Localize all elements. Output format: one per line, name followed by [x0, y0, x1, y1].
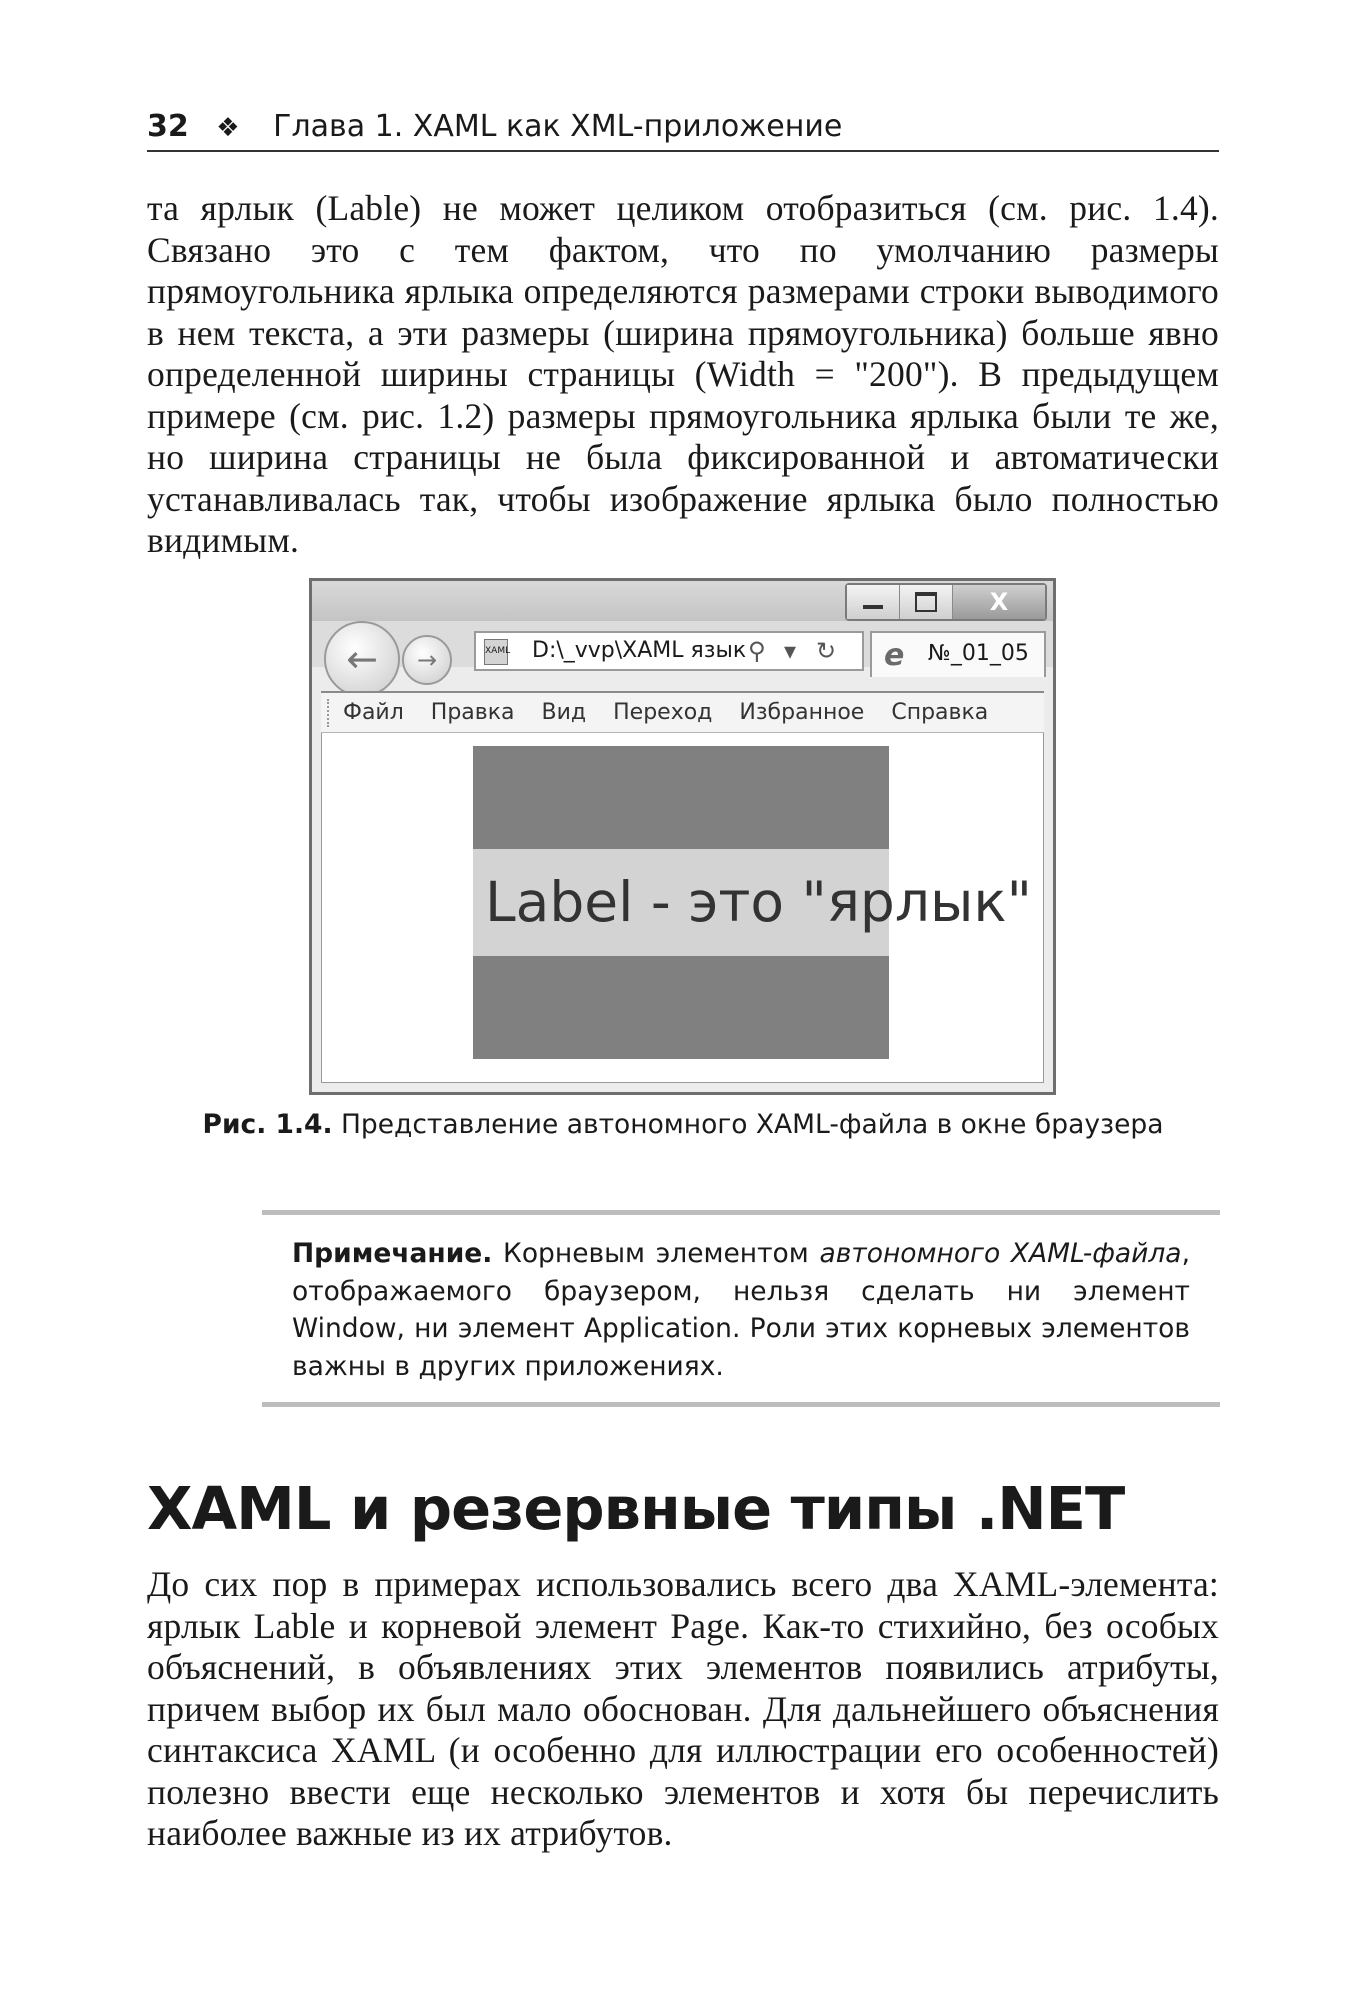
menu-item-help[interactable]: Справка — [891, 700, 989, 725]
title-bar — [312, 581, 1053, 621]
tab-title: №_01_05 — [928, 641, 1029, 666]
note-box — [262, 1210, 1220, 1407]
note-label: Примечание. — [292, 1238, 493, 1269]
address-bar[interactable] — [474, 631, 864, 671]
body-paragraph-1: та ярлык (Lable) не может целиком отобразиться (см. рис. 1.4). Связано это с тем фактом, что по умолчанию размеры прямоугольника ярлыка определяются размерами строки выводимого в нем текста, а эти размеры (ширина прямоугольника) больше явно определенной ширины страницы (Width = "200"). В предыдущем примере (см. рис. 1.2) размеры прямоугольника ярлыка были те же, но ширина страницы не была фиксированной и автоматически устанавливалась так, чтобы изображение ярлыка было полностью видимым. — [147, 188, 1219, 560]
figure-number: Рис. 1.4. — [202, 1109, 333, 1140]
maximize-icon — [915, 592, 937, 612]
note-italic: автономного XAML-файла — [819, 1238, 1182, 1269]
ornament-icon: ❖ — [216, 113, 240, 143]
address-text: D:\_vvp\XAML язык — [532, 638, 747, 663]
page-number: 32 — [147, 109, 189, 144]
menu-bar — [321, 691, 1044, 733]
forward-arrow-icon: → — [416, 646, 438, 674]
menu-item-edit[interactable]: Правка — [430, 700, 515, 725]
note-text-before: Корневым элементом — [503, 1238, 809, 1269]
xaml-page — [473, 746, 1032, 1059]
refresh-icon[interactable]: ↻ — [816, 637, 837, 665]
note-text — [292, 1235, 1190, 1385]
xaml-label: Label - это "ярлык" — [473, 849, 889, 956]
menu-item-file[interactable]: Файл — [343, 700, 404, 725]
maximize-button[interactable] — [900, 585, 953, 619]
dropdown-icon[interactable]: ▾ — [784, 637, 797, 665]
page-icon: XAML — [484, 639, 508, 665]
minimize-button[interactable] — [847, 585, 900, 619]
section-title: XAML и резервные типы .NET — [147, 1474, 1125, 1543]
chapter-title: Глава 1. XAML как XML-приложение — [273, 109, 843, 144]
menu-grip — [327, 699, 331, 727]
search-icon[interactable]: ⚲ — [748, 637, 766, 665]
browser-tab[interactable] — [870, 631, 1046, 677]
menu-item-go[interactable]: Переход — [613, 700, 713, 725]
browser-window-figure — [309, 578, 1056, 1095]
menu-item-favorites[interactable]: Избранное — [739, 700, 865, 725]
caption-text: Представление автономного XAML-файла в окне браузера — [340, 1109, 1164, 1140]
running-header — [147, 104, 1219, 152]
browser-viewport — [321, 733, 1044, 1083]
note-text-after: , отображаемого браузером, нельзя сделать ни элемент Window, ни элемент Application. Роли этих корневых элементов важны в других приложениях. — [292, 1238, 1190, 1382]
forward-button[interactable] — [402, 635, 452, 685]
minimize-icon — [863, 605, 883, 609]
figure-caption — [0, 1108, 1366, 1142]
window-controls — [845, 583, 1047, 621]
navigation-bar — [312, 621, 1053, 681]
body-paragraph-2: До сих пор в примерах использовались всего два XAML-элемента: ярлык Lable и корневой элемент Page. Как-то стихийно, без особых объяснений, в объявлениях этих элементов появились атрибуты, причем выбор их был мало обоснован. Для дальнейшего объяснения синтаксиса XAML (и особенно для иллюстрации его особенностей) полезно ввести еще несколько элементов и хотя бы перечислить наиболее важные из их атрибутов. — [147, 1564, 1219, 1853]
back-button[interactable] — [324, 621, 400, 697]
close-button[interactable]: X — [953, 585, 1045, 619]
back-arrow-icon: ← — [346, 637, 378, 681]
menu-item-view[interactable]: Вид — [541, 700, 587, 725]
ie-logo-icon: e — [884, 638, 905, 673]
